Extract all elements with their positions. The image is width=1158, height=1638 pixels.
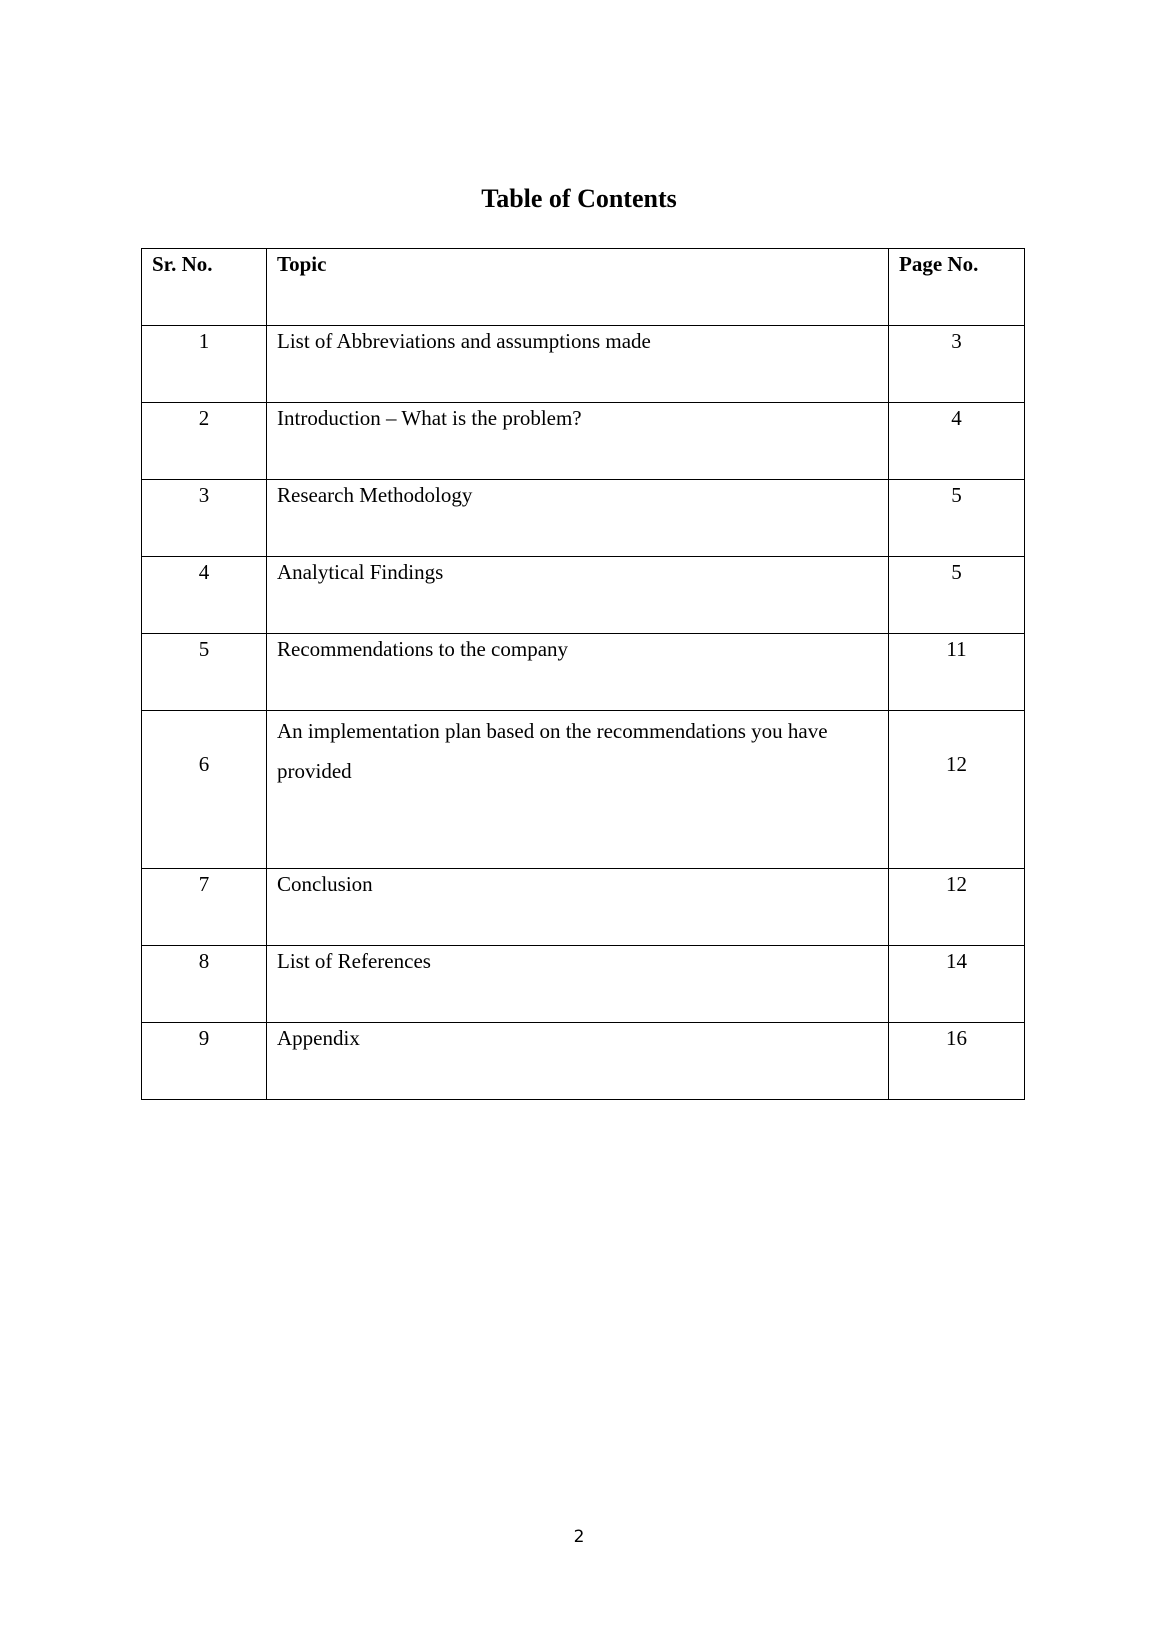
table-header-row [142, 249, 1025, 326]
row-page-no: 16 [889, 1023, 1025, 1100]
row-topic: Appendix [267, 1023, 889, 1100]
table-row [142, 946, 1025, 1023]
table-row [142, 480, 1025, 557]
row-topic: Introduction – What is the problem? [267, 403, 889, 480]
page-number: 2 [573, 1527, 585, 1547]
row-topic: List of References [267, 946, 889, 1023]
row-page-no: 4 [889, 403, 1025, 480]
row-page-no: 11 [889, 634, 1025, 711]
toc-table [141, 248, 1025, 1100]
row-sr-no: 2 [142, 403, 267, 480]
row-topic: List of Abbreviations and assumptions made [267, 326, 889, 403]
row-topic: Analytical Findings [267, 557, 889, 634]
header-topic: Topic [267, 249, 889, 326]
table-row [142, 1023, 1025, 1100]
table-row [142, 869, 1025, 946]
row-sr-no: 5 [142, 634, 267, 711]
row-sr-no: 9 [142, 1023, 267, 1100]
row-topic: Conclusion [267, 869, 889, 946]
table-row [142, 403, 1025, 480]
page-title: Table of Contents [481, 184, 677, 213]
row-sr-no: 4 [142, 557, 267, 634]
row-page-no: 5 [889, 480, 1025, 557]
table-row [142, 711, 1025, 869]
row-sr-no: 8 [142, 946, 267, 1023]
row-sr-no: 3 [142, 480, 267, 557]
table-row [142, 557, 1025, 634]
row-sr-no: 7 [142, 869, 267, 946]
table-row [142, 634, 1025, 711]
row-topic: An implementation plan based on the recommendations you have provided [267, 711, 889, 869]
row-page-no: 12 [889, 711, 1025, 869]
row-page-no: 5 [889, 557, 1025, 634]
row-page-no: 12 [889, 869, 1025, 946]
header-page-no: Page No. [889, 249, 1025, 326]
row-topic: Recommendations to the company [267, 634, 889, 711]
row-sr-no: 1 [142, 326, 267, 403]
header-sr-no: Sr. No. [142, 249, 267, 326]
table-row [142, 326, 1025, 403]
row-page-no: 14 [889, 946, 1025, 1023]
row-page-no: 3 [889, 326, 1025, 403]
row-topic: Research Methodology [267, 480, 889, 557]
row-sr-no: 6 [142, 711, 267, 869]
